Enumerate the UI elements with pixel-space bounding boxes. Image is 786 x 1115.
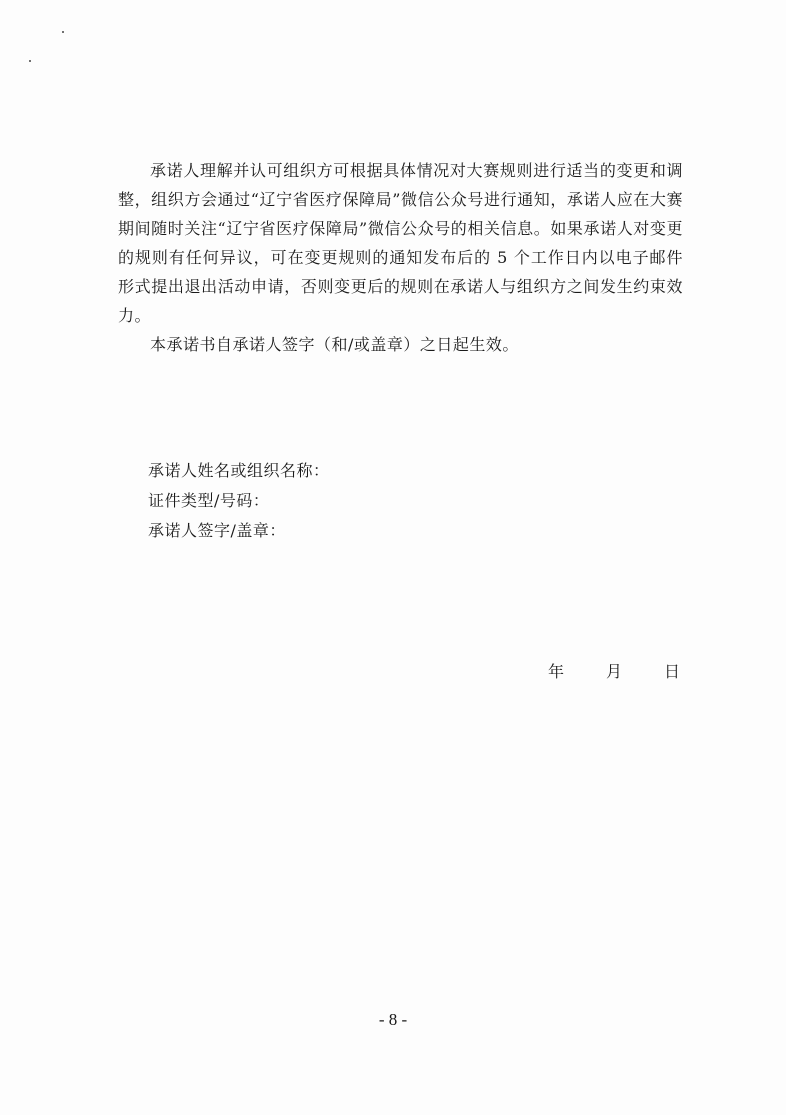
date-year: 年 <box>548 662 565 681</box>
scan-speck <box>29 60 31 62</box>
commitment-body <box>118 156 683 359</box>
paragraph-effective-date: 本承诺书自承诺人签字（和/或盖章）之日起生效。 <box>150 335 519 354</box>
scan-speck <box>62 31 64 33</box>
paragraph-rule-changes: 承诺人理解并认可组织方可根据具体情况对大赛规则进行适当的变更和调整，组织方会通过“辽宁省医疗保障局”微信公众号进行通知，承诺人应在大赛期间随时关注“辽宁省医疗保障局”微信公众号的相关信息。如果承诺人对变更的规则有任何异议，可在变更规则的通知发布后的 5 个工作日内以电子邮件形式提出退出活动申请，否则变更后的规则在承诺人与组织方之间发生约束效力。 <box>118 161 683 325</box>
date-day: 日 <box>664 662 681 681</box>
date-line <box>548 660 680 684</box>
signature-label: 承诺人签字/盖章： <box>148 521 286 540</box>
id-label: 证件类型/号码： <box>148 491 270 510</box>
page-number: - 8 - <box>378 1010 408 1029</box>
signature-block <box>148 456 330 546</box>
date-month: 月 <box>606 662 623 681</box>
name-label: 承诺人姓名或组织名称： <box>148 461 330 480</box>
